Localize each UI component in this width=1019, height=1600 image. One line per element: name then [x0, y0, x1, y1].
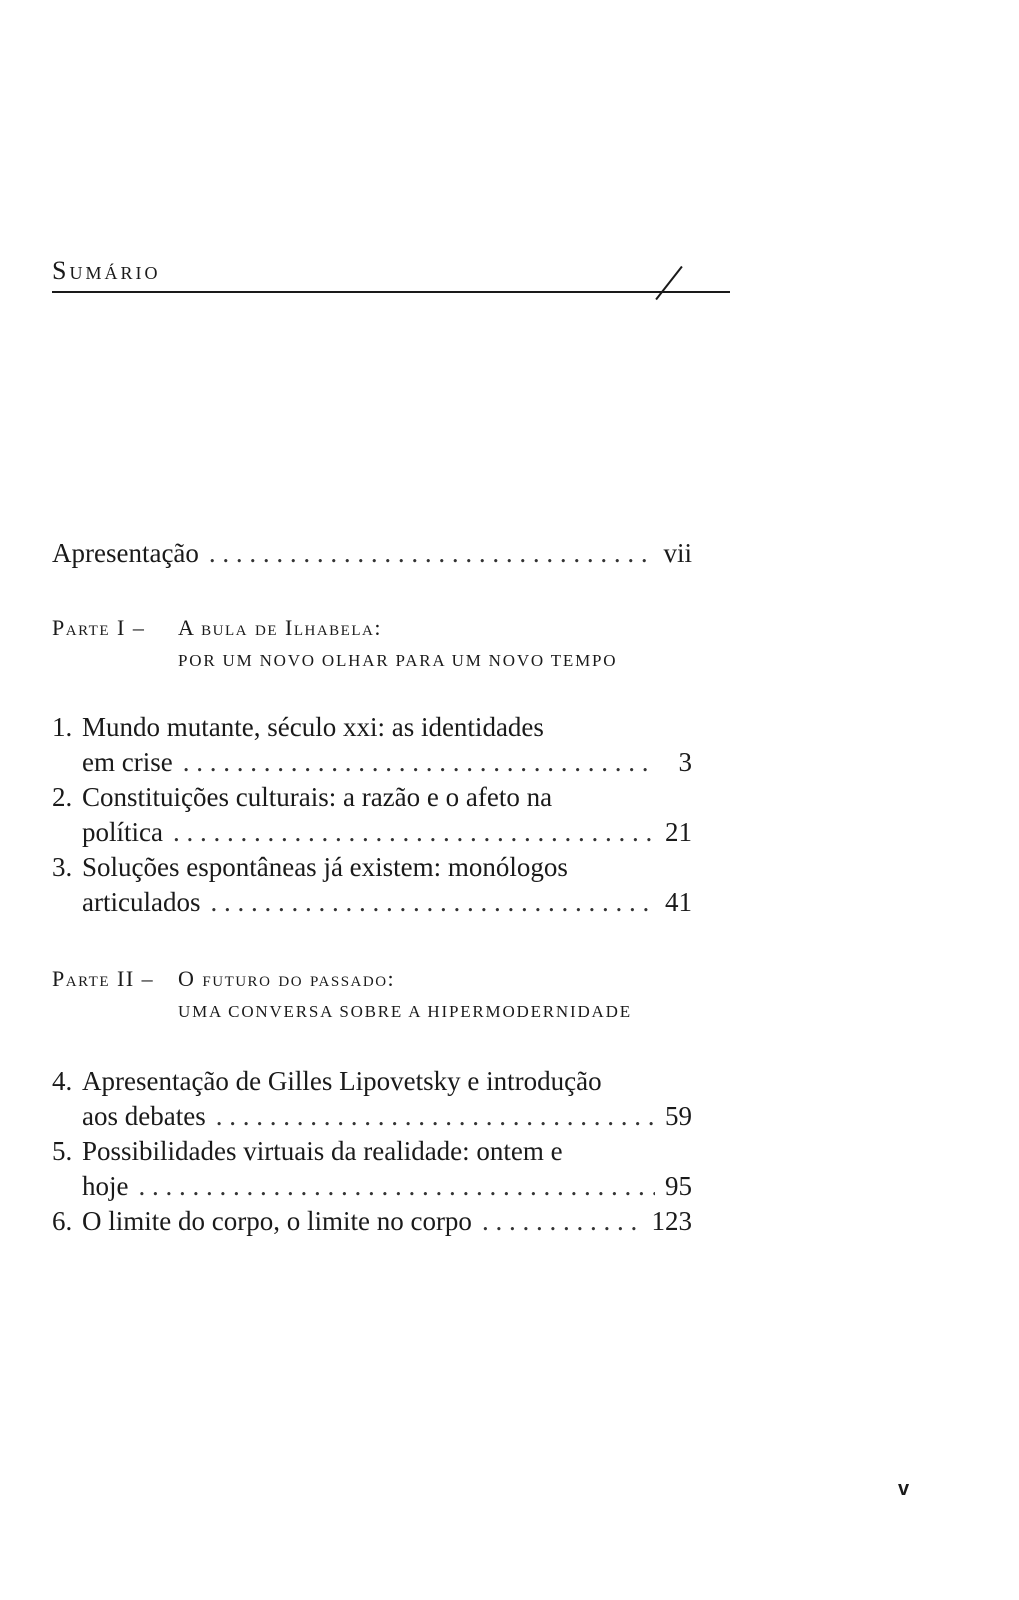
leader-dots: [482, 1204, 642, 1239]
toc-entry-label: Mundo mutante, século xxi: as identidades: [82, 712, 544, 742]
part-1-heading: [52, 610, 732, 676]
leader-dots: [173, 815, 655, 850]
part-1-entries: [52, 710, 692, 920]
title-rule: [52, 291, 730, 293]
toc-entry-label-cont: em crise: [82, 747, 173, 777]
toc-page-number: 59: [665, 1101, 692, 1131]
title-slash-mark: [655, 266, 682, 300]
toc-page-number: 21: [665, 817, 692, 847]
toc-page-number: 3: [678, 747, 692, 777]
part-2-entries: [52, 1064, 692, 1239]
part-2-title: O futuro do passado:: [178, 966, 396, 991]
toc-entry-3[interactable]: [52, 850, 692, 920]
leader-dots: [216, 1099, 655, 1134]
toc-page-number: 95: [665, 1171, 692, 1201]
toc-entry-intro[interactable]: [52, 536, 692, 571]
page-folio: v: [898, 1478, 910, 1500]
part-1-title: A bula de Ilhabela:: [178, 615, 382, 640]
toc-entry-label: Apresentação de Gilles Lipovetsky e introdução: [82, 1066, 602, 1096]
toc-entry-5[interactable]: [52, 1134, 692, 1204]
leader-dots: [183, 745, 656, 780]
part-1-key: Parte I –: [52, 615, 146, 640]
toc-intro: [52, 536, 692, 571]
leader-dots: [209, 536, 654, 571]
toc-entry-label: Apresentação: [52, 538, 199, 568]
toc-entry-label-cont: hoje: [82, 1171, 129, 1201]
toc-entry-number: 5.: [52, 1136, 73, 1166]
leader-dots: [139, 1169, 656, 1204]
toc-page-number: vii: [663, 538, 692, 568]
toc-entry-label: Possibilidades virtuais da realidade: ontem e: [82, 1136, 563, 1166]
toc-entry-2[interactable]: [52, 780, 692, 850]
toc-entry-label-cont: articulados: [82, 887, 201, 917]
toc-entry-label: O limite do corpo, o limite no corpo: [82, 1206, 472, 1236]
toc-page-number: 41: [665, 887, 692, 917]
part-2-subtitle: UMA CONVERSA SOBRE A HIPERMODERNIDADE: [178, 1002, 632, 1021]
toc-entry-label-cont: aos debates: [82, 1101, 206, 1131]
part-2-key: Parte II –: [52, 966, 155, 991]
leader-dots: [210, 885, 655, 920]
toc-entry-label: Constituições culturais: a razão e o afeto na: [82, 782, 553, 812]
toc-entry-6[interactable]: [52, 1204, 692, 1239]
toc-entry-4[interactable]: [52, 1064, 692, 1134]
page-title: Sumário: [52, 256, 161, 285]
toc-entry-number: 1.: [52, 712, 73, 742]
toc-entry-label: Soluções espontâneas já existem: monólogos: [82, 852, 568, 882]
toc-page-number: 123: [651, 1206, 692, 1236]
toc-entry-number: 3.: [52, 852, 73, 882]
toc-entry-number: 2.: [52, 782, 73, 812]
toc-entry-number: 4.: [52, 1066, 73, 1096]
toc-entry-1[interactable]: [52, 710, 692, 780]
part-1-subtitle: POR UM NOVO OLHAR PARA UM NOVO TEMPO: [178, 651, 618, 670]
toc-entry-number: 6.: [52, 1206, 73, 1236]
part-2-heading: [52, 961, 732, 1027]
toc-entry-label-cont: política: [82, 817, 163, 847]
